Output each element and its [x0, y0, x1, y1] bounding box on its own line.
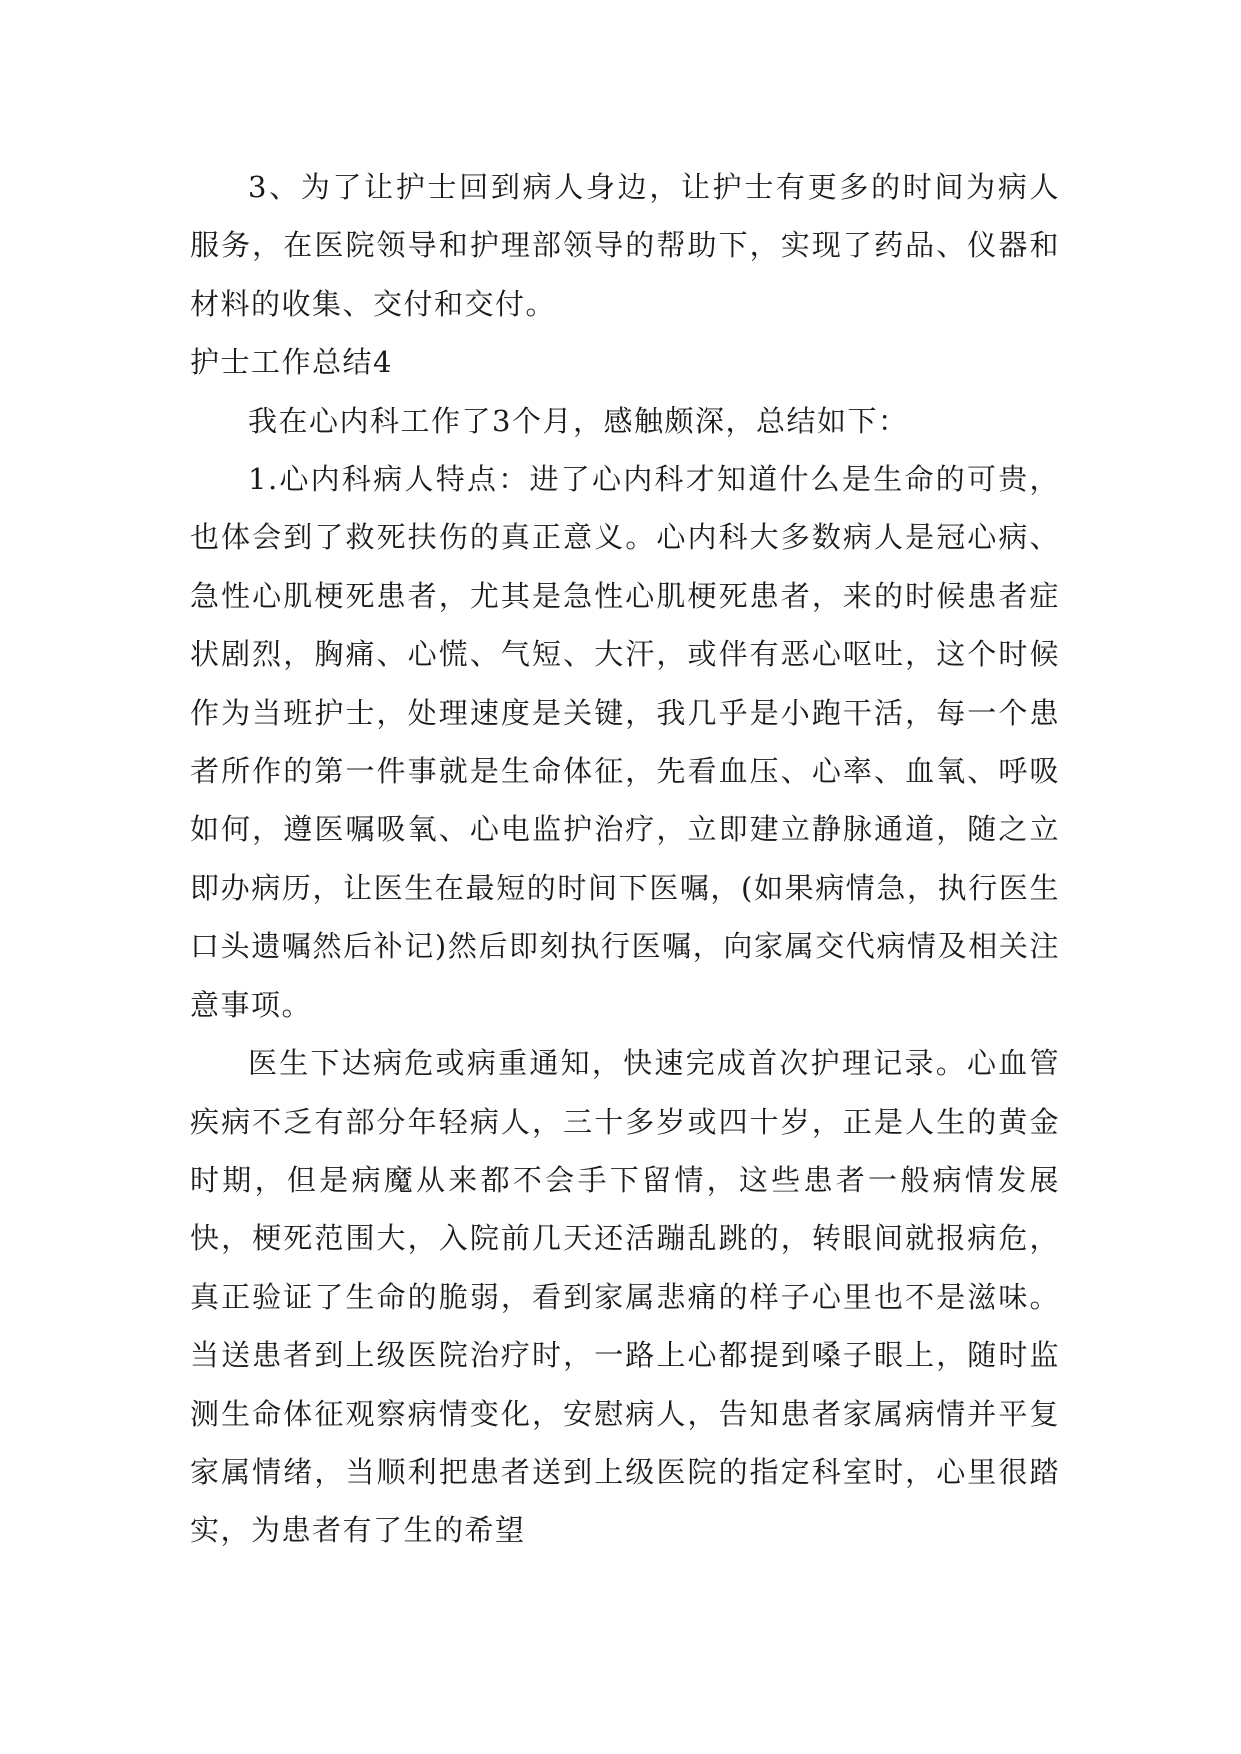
- paragraph-critical-notice: 医生下达病危或病重通知，快速完成首次护理记录。心血管疾病不乏有部分年轻病人，三十多岁或四十岁，正是人生的黄金时期，但是病魔从来都不会手下留情，这些患者一般病情发展快，梗死范围大，入院前几天还活蹦乱跳的，转眼间就报病危，真正验证了生命的脆弱，看到家属悲痛的样子心里也不是滋味。当送患者到上级医院治疗时，一路上心都提到嗓子眼上，随时监测生命体征观察病情变化，安慰病人，告知患者家属病情并平复家属情绪，当顺利把患者送到上级医院的指定科室时，心里很踏实，为患者有了生的希望: [190, 1046, 1060, 1548]
- section-heading: 护士工作总结4: [190, 345, 393, 380]
- intro-paragraph: 我在心内科工作了3个月，感触颇深，总结如下：: [248, 403, 909, 438]
- paragraph-item-3: 3、为了让护士回到病人身边，让护士有更多的时间为病人服务，在医院领导和护理部领导的帮助下，实现了药品、仪器和材料的收集、交付和交付。: [190, 170, 1060, 321]
- paragraph-patient-characteristics: 1.心内科病人特点：进了心内科才知道什么是生命的可贵，也体会到了救死扶伤的真正意义。心内科大多数病人是冠心病、急性心肌梗死患者，尤其是急性心肌梗死患者，来的时候患者症状剧烈，胸痛、心慌、气短、大汗，或伴有恶心呕吐，这个时候作为当班护士，处理速度是关键，我几乎是小跑干活，每一个患者所作的第一件事就是生命体征，先看血压、心率、血氧、呼吸如何，遵医嘱吸氧、心电监护治疗，立即建立静脉通道，随之立即办病历，让医生在最短的时间下医嘱，(如果病情急，执行医生口头遗嘱然后补记)然后即刻执行医嘱，向家属交代病情及相关注意事项。: [190, 462, 1060, 1022]
- document-body: [190, 158, 1060, 1560]
